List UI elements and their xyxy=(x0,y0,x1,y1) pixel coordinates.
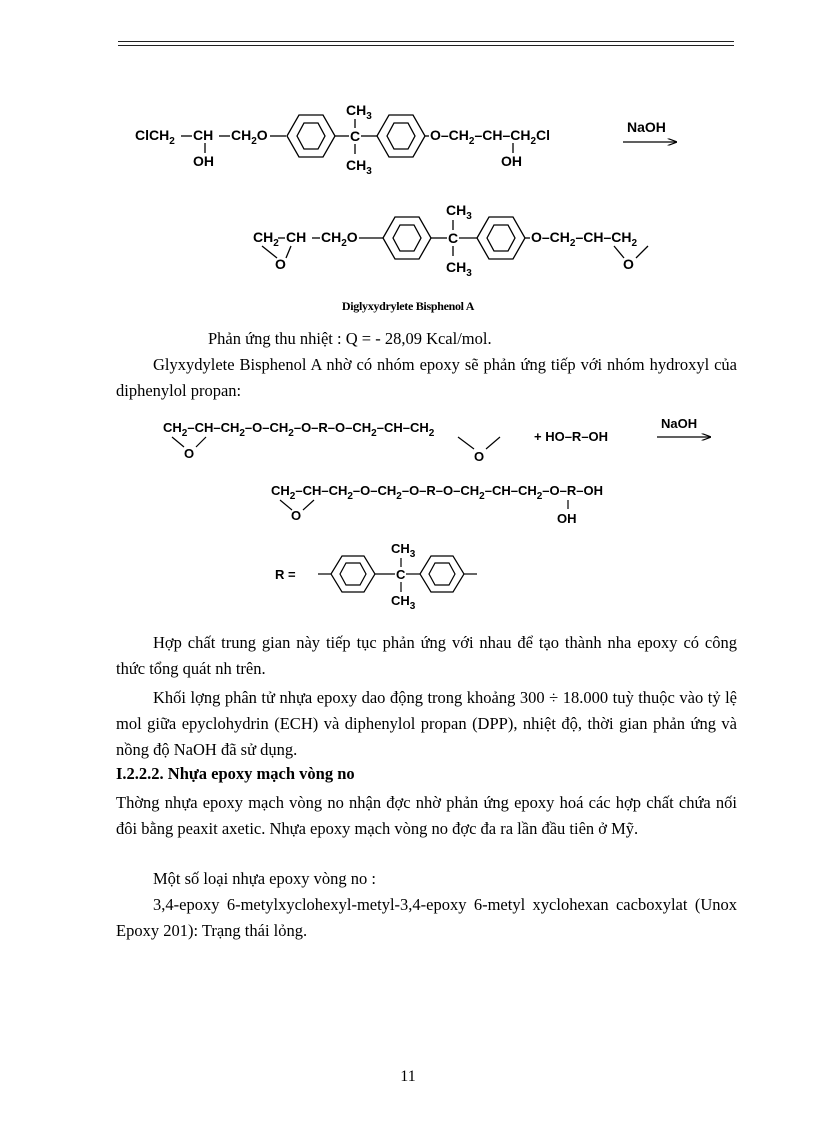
svg-text:O: O xyxy=(623,256,634,272)
svg-text:CH3: $CH_3$ xyxy=(346,157,372,177)
svg-text:O: O xyxy=(291,508,302,523)
svg-text:OH: OH xyxy=(557,511,577,526)
svg-text:O–CH2–CH–CH2Cl: $O-CH_2-CH-CH_2Cl$ xyxy=(430,127,551,147)
svg-text:CH2–CH–CH2–O–CH2–O–R–O–CH2–CH–: $CH_2-CH-CH_2-O-CH_2-O-R-O-CH_2-CH-CH_2$ xyxy=(163,420,435,439)
svg-text:OH: OH xyxy=(501,153,522,169)
svg-text:C: C xyxy=(350,128,361,144)
reaction2-arrow xyxy=(657,416,710,437)
svg-text:CH: CH xyxy=(286,229,307,245)
reaction2-product xyxy=(271,483,603,526)
svg-text:C: C xyxy=(396,567,406,582)
paragraph-heat: Phản ứng thu nhiệt : Q = - 28,09 Kcal/mol. xyxy=(208,329,492,348)
svg-text:O: O xyxy=(275,256,286,272)
scheme-caption: Diglyxydrylete Bisphenol A xyxy=(341,299,475,313)
svg-text:NaOH: NaOH xyxy=(661,416,698,431)
svg-text:CH3: $CH_3$ xyxy=(446,202,472,222)
svg-text:CH2O: $CH_2O$ xyxy=(231,127,268,147)
svg-text:R =: R = xyxy=(275,567,296,582)
svg-text:OH: OH xyxy=(193,153,214,169)
reaction1-arrow xyxy=(623,119,676,142)
paragraph-types: Một số loại nhựa epoxy vòng no : xyxy=(153,869,376,888)
svg-text:CH3: $CH_3$ xyxy=(446,259,472,279)
svg-text:O–CH2–CH–CH2: $O-CH_2-CH-CH_2$ xyxy=(531,229,638,249)
svg-text:CH2–CH–CH2–O–CH2–O–R–O–CH2–CH–: $CH_2-CH-CH_2-O-CH_2-O-R-O-CH_2-CH-CH_2-O-R-OH$ xyxy=(271,483,603,502)
svg-text:CH2O: $CH_2O$ xyxy=(321,229,358,249)
paragraph-glycidyl: Glyxydylete Bisphenol A nhờ có nhóm epoxy sẽ phản ứng tiếp với nhóm hydroxyl của diphenylol propan: xyxy=(116,355,737,400)
svg-text:CH3: $CH_3$ xyxy=(391,593,416,612)
paragraph-unox: 3,4-epoxy 6-metylxyclohexyl-metyl-3,4-epoxy 6-metyl xyclohexan cacboxylat (Unox Epoxy 201): Trạng thái lỏng. xyxy=(116,895,737,940)
svg-text:NaOH: NaOH xyxy=(627,119,666,135)
svg-text:CH2: $CH_2$ xyxy=(253,229,279,249)
reaction1-product xyxy=(253,202,648,279)
r-group-definition xyxy=(275,541,477,612)
svg-text:O: O xyxy=(474,449,485,464)
svg-text:C: C xyxy=(448,230,459,246)
svg-text:CH3: $CH_3$ xyxy=(346,102,372,122)
section-heading: I.2.2.2. Nhựa epoxy mạch vòng no xyxy=(116,764,355,783)
svg-text:CH3: $CH_3$ xyxy=(391,541,416,560)
reaction1-reactant xyxy=(135,102,550,177)
paragraph-cycloaliphatic: Thờng nhựa epoxy mạch vòng no nhận đợc nhờ phản ứng epoxy hoá các hợp chất chứa nối đôi bằng peaxit axetic. Nhựa epoxy mạch vòng no đợc đa ra lần đầu tiên ở Mỹ. xyxy=(116,793,737,838)
reaction2-reactants xyxy=(163,420,608,464)
svg-text:ClCH2: ClCH$_2$ xyxy=(135,127,175,147)
page-number: 11 xyxy=(400,1068,416,1085)
svg-text:+ HO–R–OH: + HO–R–OH xyxy=(534,429,609,444)
svg-text:CH: CH xyxy=(193,127,214,143)
paragraph-intermediate: Hợp chất trung gian này tiếp tục phản ứng với nhau để tạo thành nha epoxy có công thức tổng quát nh trên. xyxy=(116,633,737,678)
svg-text:O: O xyxy=(184,446,195,461)
paragraph-molecular-weight: Khối lợng phân tử nhựa epoxy dao động trong khoảng 300 ÷ 18.000 tuỳ thuộc vào tỷ lệ mol giữa epyclohydrin (ECH) và diphenylol propan (DPP), nhiệt độ, thời gian phản ứng và nồng độ NaOH đã sử dụng. xyxy=(116,688,737,759)
